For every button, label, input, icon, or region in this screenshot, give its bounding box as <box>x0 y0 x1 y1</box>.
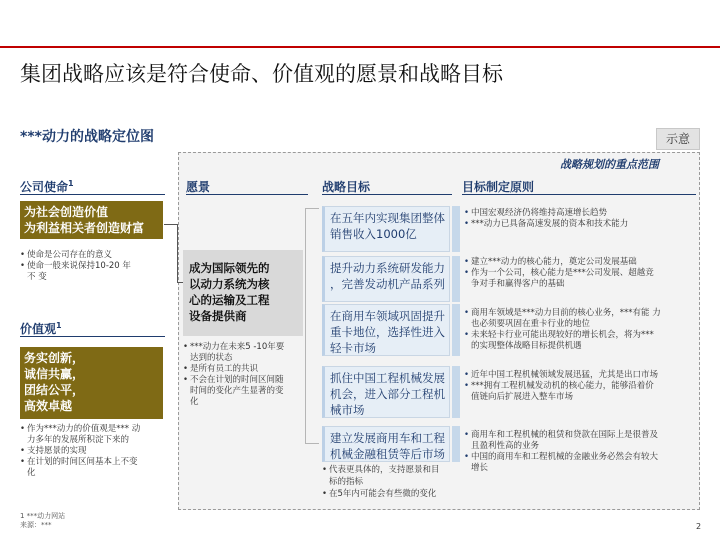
principle-continuation: 的实现整体战略目标提供机遇 <box>471 341 582 351</box>
principle-item: • 商用车和工程机械的租赁和贷款在国际上是很普及 <box>464 430 659 440</box>
principle-group <box>464 257 696 290</box>
mission-bullets <box>20 250 170 283</box>
values-heading-rule <box>20 336 165 337</box>
vision-line: 心的运输及工程 <box>189 293 270 307</box>
principle-continuation: 且盈利性高的业务 <box>471 441 540 451</box>
principle-group <box>464 308 696 352</box>
goal-line: 轻卡市场 <box>330 341 376 355</box>
goal-line: 建立发展商用车和工程 <box>330 431 445 445</box>
goal-line: 械市场 <box>330 403 365 417</box>
slide-subtitle: ***动力的战略定位图 <box>20 129 154 145</box>
bullet-continuation: 力多年的发展所积淀下来的 <box>27 435 130 445</box>
bullet-item: • 是所有员工的共识 <box>183 364 259 374</box>
vision-heading-rule <box>186 194 308 195</box>
principle-item: • ***动力已具备高速发展的资本和技术能力 <box>464 219 629 229</box>
bullet-continuation: 化 <box>27 468 36 478</box>
values-bullets <box>20 424 170 479</box>
bullet-item: • 支持愿景的实现 <box>20 446 87 456</box>
goal-line: 销售收入1000亿 <box>330 227 417 241</box>
values-line: 团结公平， <box>24 383 85 397</box>
goal-arrow-strip <box>452 206 460 252</box>
footnote <box>20 512 65 530</box>
goal-box <box>322 304 450 356</box>
values-line: 务实创新， <box>24 351 85 365</box>
goal-line: 抓住中国工程机械发展 <box>330 371 445 385</box>
values-heading: 价值观$^1$ <box>20 321 62 336</box>
slide-title: 集团战略应该是符合使命、价值观的愿景和战略目标 <box>20 62 503 86</box>
bullet-continuation: 标的指标 <box>329 477 364 487</box>
principle-item: • ***拥有工程机械发动机的核心能力，能够沿着价 <box>464 381 654 391</box>
bullet-item: • ***动力在未来5 -10年要 <box>183 342 285 352</box>
mission-heading-rule <box>20 194 165 195</box>
bullet-item: • 在计划的时间区间基本上不变 <box>20 457 138 467</box>
goal-arrow-strip <box>452 366 460 418</box>
bullet-item: • 代表更具体的，支持愿景和目 <box>322 465 440 475</box>
bullet-continuation: 达到的状态 <box>190 353 233 363</box>
vision-line: 成为国际领先的 <box>189 261 270 275</box>
bullet-item: • 使命是公司存在的意义 <box>20 250 113 260</box>
values-line: 高效卓越 <box>24 399 73 413</box>
goal-box <box>322 206 450 252</box>
mission-heading: 公司使命$^1$ <box>20 179 74 194</box>
principle-item: • 商用车领域是***动力目前的核心业务，***有能 力 <box>464 308 661 318</box>
vision-line: 以动力系统为核 <box>189 277 270 291</box>
bullet-continuation: 时间的变化产生显著的变 <box>190 386 284 396</box>
principle-continuation: 也必须要巩固在重卡行业的地位 <box>471 319 591 329</box>
goal-line: 机械金融租赁等后市场 <box>330 447 445 461</box>
vision-line: 设备提供商 <box>189 309 247 323</box>
goals-heading-rule <box>322 194 452 195</box>
goal-bullets <box>322 464 440 500</box>
bullet-item: • 在5年内可能会有些微的变化 <box>322 489 437 499</box>
mission-connector <box>164 224 178 225</box>
footnote-line: 1 ***动力网站 <box>20 512 66 520</box>
goal-line: 重卡地位，选择性进入 <box>330 325 445 339</box>
goal-box <box>322 366 450 418</box>
principle-item: • 中国宏观经济仍将维持高速增长趋势 <box>464 208 608 218</box>
goal-box <box>322 256 450 302</box>
focus-region-label: 战略规划的重点范围 <box>560 158 659 171</box>
footnote-source: 来源：*** <box>20 521 52 529</box>
principle-group <box>464 430 696 474</box>
goal-arrow-strip <box>452 304 460 356</box>
principle-item: • 作为一个公司，核心能力是***公司发展、超越竞 <box>464 268 654 278</box>
page-number: 2 <box>696 522 702 531</box>
values-line: 诚信共赢， <box>24 367 85 381</box>
vision-bullets <box>183 342 308 408</box>
bullet-item: • 不会在计划的时间区间随 <box>183 375 284 385</box>
principle-continuation: 增长 <box>471 463 489 473</box>
vision-heading: 愿景 <box>186 180 211 194</box>
vision-box <box>183 250 303 336</box>
title-rule <box>0 46 720 48</box>
bullet-continuation: 化 <box>190 397 199 407</box>
goal-line: 在五年内实现集团整体 <box>330 211 445 225</box>
principle-item: • 未来轻卡行业可能出现较好的增长机会，将为*** <box>464 330 654 340</box>
values-box <box>20 347 163 419</box>
goals-heading: 战略目标 <box>322 180 371 194</box>
mission-line: 为利益相关者创造财富 <box>24 221 145 235</box>
goal-line: 提升动力系统研发能力 <box>330 261 445 275</box>
principle-item: • 建立***动力的核心能力，奠定公司发展基础 <box>464 257 637 267</box>
principle-group <box>464 370 696 403</box>
principle-item: • 中国的商用车和工程机械的金融业务必然会有较大 <box>464 452 659 462</box>
goal-arrow-strip <box>452 426 460 462</box>
principles-heading: 目标制定原则 <box>462 180 535 194</box>
goal-arrow-strip <box>452 256 460 302</box>
bullet-continuation: 不 变 <box>27 272 47 282</box>
principles-heading-rule <box>462 194 696 195</box>
goal-box <box>322 426 450 462</box>
mission-connector-vertical <box>177 224 178 282</box>
principle-item: • 近年中国工程机械领域发展迅猛，尤其是出口市场 <box>464 370 659 380</box>
bullet-item: • 使命一般来说保持10-20 年 <box>20 261 131 271</box>
mission-box <box>20 201 163 239</box>
bullet-item: • 作为***动力的价值观是*** 动 <box>20 424 141 434</box>
mission-line: 为社会创造价值 <box>24 205 109 219</box>
principle-continuation: 值链向后扩展进入整车市场 <box>471 392 574 402</box>
sample-tag: 示意 <box>656 128 700 150</box>
principle-continuation: 争对手和赢得客户的基础 <box>471 279 565 289</box>
goal-line: 在商用车领域巩固提升 <box>330 309 445 323</box>
principle-group <box>464 208 696 230</box>
goals-bracket <box>305 208 319 444</box>
goal-line: ，完善发动机产品系列 <box>330 277 445 291</box>
goal-line: 机会，进入部分工程机 <box>330 387 445 401</box>
